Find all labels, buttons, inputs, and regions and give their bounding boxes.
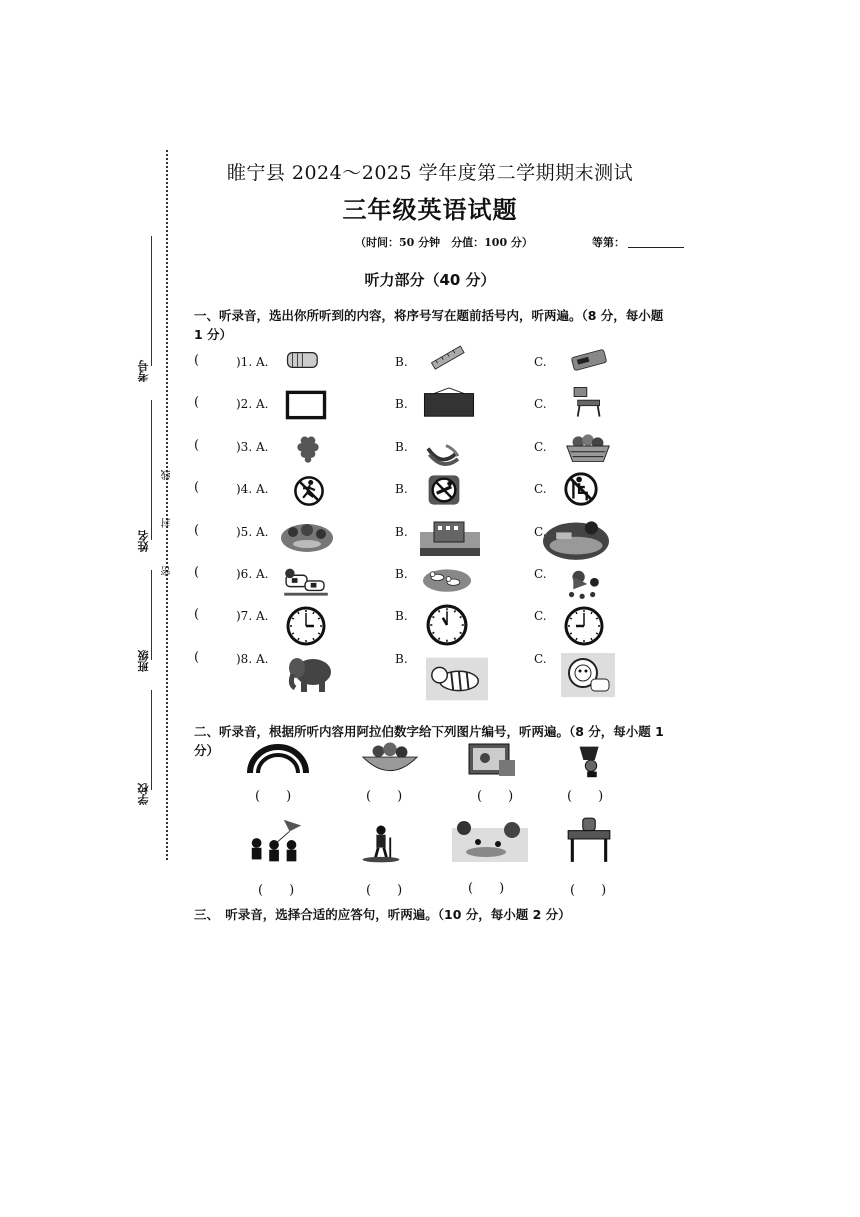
option-b-label: B. bbox=[395, 397, 408, 411]
name-line[interactable] bbox=[151, 400, 152, 540]
option-b-label: B. bbox=[395, 355, 408, 369]
question-number-5: )5. A. bbox=[236, 525, 269, 539]
section1-instruction-line1: 一、听录音，选出你所听到的内容，将序号写在题前括号内，听两遍。（8 分，每小题 bbox=[194, 308, 664, 323]
garden-icon bbox=[278, 516, 336, 554]
name-label: 姓名 bbox=[137, 530, 150, 552]
elephant-icon bbox=[285, 651, 337, 695]
option-c-label: C. bbox=[534, 525, 547, 539]
tiger-icon bbox=[426, 655, 488, 703]
answer-paren-open: ( bbox=[194, 353, 200, 368]
lion-icon bbox=[561, 652, 615, 698]
exam-number-label: 考号 bbox=[137, 360, 150, 382]
listening-heading: 听力部分（40 分） bbox=[364, 271, 496, 289]
picture-number-blank-2[interactable]: ( ) bbox=[366, 789, 403, 804]
clock-11-icon bbox=[426, 604, 468, 646]
answer-paren-open: ( bbox=[194, 523, 200, 538]
answer-blank-4[interactable] bbox=[202, 480, 232, 498]
answer-blank-1[interactable] bbox=[202, 353, 232, 371]
option-c-label: C. bbox=[534, 482, 547, 496]
tv-icon bbox=[463, 738, 519, 784]
class-line[interactable] bbox=[151, 570, 152, 660]
clock-9-icon bbox=[564, 606, 604, 646]
answer-paren-open: ( bbox=[194, 565, 200, 580]
option-c-label: C. bbox=[534, 355, 547, 369]
cows-icon bbox=[280, 562, 332, 598]
answer-paren-open: ( bbox=[194, 607, 200, 622]
option-b-label: B. bbox=[395, 525, 408, 539]
picture-number-blank-1[interactable]: ( ) bbox=[255, 789, 292, 804]
sitting-sign-icon bbox=[562, 470, 600, 508]
section2-instruction-line2: 分） bbox=[194, 743, 220, 758]
class-label: 班级 bbox=[137, 650, 150, 672]
exam-subtitle: 三年级英语试题 bbox=[342, 196, 518, 224]
grade-blank[interactable] bbox=[628, 247, 684, 248]
school-label: 学校 bbox=[137, 783, 150, 805]
option-c-label: C. bbox=[534, 609, 547, 623]
pencil-box-icon bbox=[565, 345, 613, 375]
fruit-basket-icon bbox=[561, 428, 615, 464]
option-c-label: C. bbox=[534, 567, 547, 581]
option-b-label: B. bbox=[395, 567, 408, 581]
blackboard-icon bbox=[418, 386, 480, 420]
binding-dotted-line bbox=[166, 150, 168, 860]
question-number-1: )1. A. bbox=[236, 355, 269, 369]
ducks-icon bbox=[418, 563, 476, 595]
answer-blank-5[interactable] bbox=[202, 523, 232, 541]
screen-icon bbox=[281, 389, 331, 421]
option-c-label: C. bbox=[534, 440, 547, 454]
answer-blank-6[interactable] bbox=[202, 565, 232, 583]
seal-line-char: 线 bbox=[162, 470, 173, 480]
picture-number-blank-3[interactable]: ( ) bbox=[477, 789, 514, 804]
no-swimming-icon bbox=[427, 473, 461, 507]
kite-kids-icon bbox=[245, 813, 307, 869]
fruit-bowl-icon bbox=[359, 737, 421, 781]
chickens-icon bbox=[561, 565, 605, 603]
question-number-6: )6. A. bbox=[236, 567, 269, 581]
school-building-icon bbox=[417, 518, 483, 556]
picture-number-blank-6[interactable]: ( ) bbox=[366, 883, 403, 898]
option-c-label: C. bbox=[534, 397, 547, 411]
no-running-icon bbox=[292, 474, 326, 508]
question-number-2: )2. A. bbox=[236, 397, 269, 411]
question-number-4: )4. A. bbox=[236, 482, 269, 496]
question-number-8: )8. A. bbox=[236, 652, 269, 666]
grade-label: 等第： bbox=[592, 236, 625, 249]
exam-number-line[interactable] bbox=[151, 236, 152, 366]
option-b-label: B. bbox=[395, 440, 408, 454]
playground-icon bbox=[450, 816, 530, 866]
section3-instruction: 三、 听录音，选择合适的应答句，听两遍。（10 分，每小题 2 分） bbox=[194, 907, 571, 922]
seal-seal-char: 封 bbox=[162, 518, 173, 528]
picture-number-blank-4[interactable]: ( ) bbox=[567, 789, 604, 804]
exam-meta: （时间：50 分钟 分值：100 分） bbox=[355, 236, 533, 249]
eraser-icon bbox=[282, 346, 326, 374]
picture-number-blank-5[interactable]: ( ) bbox=[258, 883, 295, 898]
answer-blank-8[interactable] bbox=[202, 650, 232, 668]
section2-instruction-line1: 二、听录音，根据所听内容用阿拉伯数字给下列图片编号，听两遍。（8 分，每小题 1 bbox=[194, 724, 664, 739]
desk-chair-icon bbox=[565, 383, 605, 421]
answer-paren-open: ( bbox=[194, 395, 200, 410]
grapes-icon bbox=[290, 430, 326, 466]
question-number-7: )7. A. bbox=[236, 609, 269, 623]
school-desk-icon bbox=[564, 810, 614, 870]
section1-instruction bbox=[194, 306, 663, 344]
answer-blank-2[interactable] bbox=[202, 395, 232, 413]
section1-instruction-line2: 1 分） bbox=[194, 327, 233, 342]
option-b-label: B. bbox=[395, 609, 408, 623]
option-b-label: B. bbox=[395, 652, 408, 666]
question-number-3: )3. A. bbox=[236, 440, 269, 454]
answer-paren-open: ( bbox=[194, 438, 200, 453]
park-icon bbox=[535, 517, 617, 561]
exam-title: 睢宁县 2024～2025 学年度第二学期期末测试 bbox=[226, 162, 634, 184]
school-line[interactable] bbox=[151, 690, 152, 790]
answer-paren-open: ( bbox=[194, 480, 200, 495]
answer-blank-3[interactable] bbox=[202, 438, 232, 456]
rainbow-icon bbox=[246, 740, 310, 780]
picture-number-blank-8[interactable]: ( ) bbox=[570, 883, 607, 898]
bananas-icon bbox=[418, 438, 468, 468]
picture-number-blank-7[interactable]: ( ) bbox=[468, 881, 505, 896]
clock-3-icon bbox=[286, 606, 326, 646]
option-b-label: B. bbox=[395, 482, 408, 496]
ruler-icon bbox=[427, 343, 469, 373]
boy-walking-icon bbox=[357, 816, 405, 870]
answer-paren-open: ( bbox=[194, 650, 200, 665]
answer-blank-7[interactable] bbox=[202, 607, 232, 625]
option-c-label: C. bbox=[534, 652, 547, 666]
lamp-icon bbox=[570, 741, 612, 781]
seal-secret-char: 密 bbox=[162, 566, 173, 576]
